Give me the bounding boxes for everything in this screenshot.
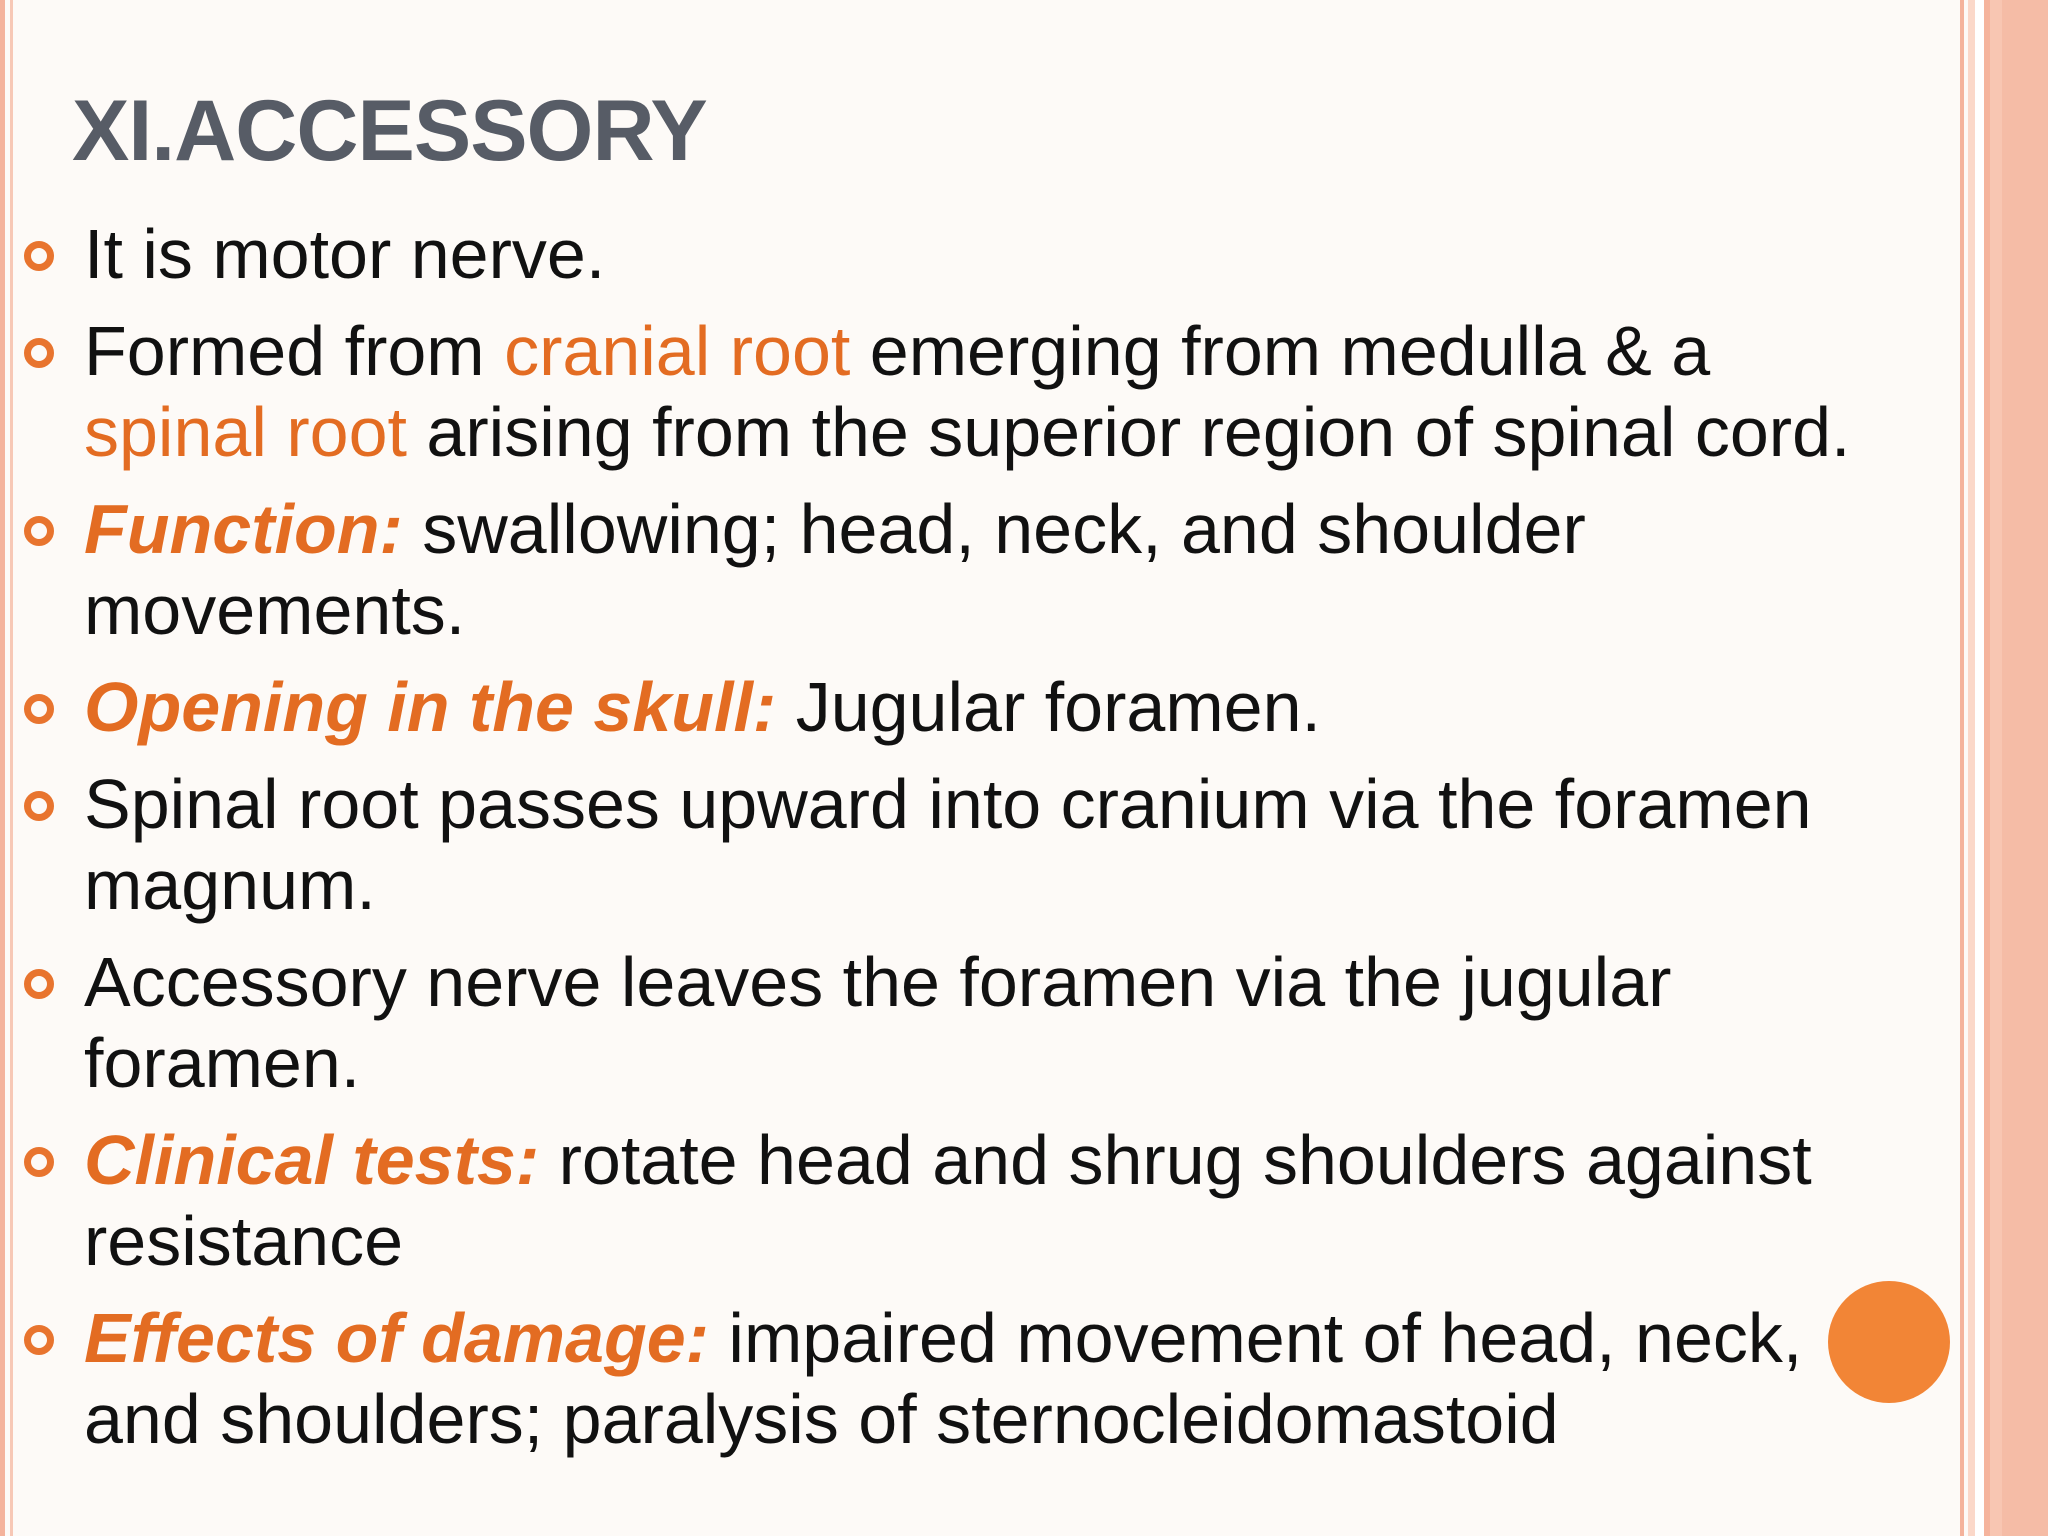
highlight-spinal-root: spinal root — [84, 393, 407, 471]
bullet-text: Jugular foramen. — [776, 668, 1321, 746]
highlight-cranial-root: cranial root — [504, 312, 851, 390]
bullet-accessory-exit — [0, 942, 1980, 1104]
bullet-label-effects: Effects of damage: — [84, 1299, 709, 1377]
slide-title: XI.ACCESSORY — [72, 83, 707, 179]
hollow-circle-bullet-icon — [24, 516, 54, 546]
bullet-label-clinical-tests: Clinical tests: — [84, 1121, 540, 1199]
hollow-circle-bullet-icon — [24, 969, 54, 999]
right-border-stripe-6 — [2002, 0, 2048, 1536]
hollow-circle-bullet-icon — [24, 791, 54, 821]
bullet-text: movements. — [84, 571, 466, 649]
bullet-spinal-root-path — [0, 764, 1980, 926]
bullet-label-opening: Opening in the skull: — [84, 668, 777, 746]
bullet-effects-of-damage — [0, 1298, 1980, 1460]
bullet-opening-in-skull — [0, 667, 1980, 748]
bullet-text: swallowing; head, neck, and shoulder — [402, 490, 1586, 568]
bullet-text: arising from the superior region of spinal cord. — [406, 393, 1851, 471]
bullet-text: Spinal root passes upward into cranium via the foramen — [84, 765, 1812, 843]
bullet-motor-nerve — [0, 214, 1980, 295]
bullet-text: foramen. — [84, 1024, 361, 1102]
bullet-list — [0, 214, 1980, 1476]
bullet-text: resistance — [84, 1202, 404, 1280]
bullet-text: rotate head and shrug shoulders against — [539, 1121, 1812, 1199]
hollow-circle-bullet-icon — [24, 694, 54, 724]
bullet-text: and shoulders; paralysis of sternocleidomastoid — [84, 1380, 1559, 1458]
bullet-label-function: Function: — [84, 490, 403, 568]
bullet-text: Accessory nerve leaves the foramen via the jugular — [84, 943, 1672, 1021]
bullet-formed-from — [0, 311, 1980, 473]
bullet-text: emerging from medulla & a — [850, 312, 1711, 390]
hollow-circle-bullet-icon — [24, 1325, 54, 1355]
hollow-circle-bullet-icon — [24, 241, 54, 271]
orange-circle-nav-icon[interactable] — [1828, 1281, 1950, 1403]
hollow-circle-bullet-icon — [24, 338, 54, 368]
bullet-function — [0, 489, 1980, 651]
hollow-circle-bullet-icon — [24, 1147, 54, 1177]
bullet-text: magnum. — [84, 846, 376, 924]
bullet-clinical-tests — [0, 1120, 1980, 1282]
bullet-text: It is motor nerve. — [84, 215, 606, 293]
bullet-text: impaired movement of head, neck, — [708, 1299, 1803, 1377]
right-border-stripe-5 — [1990, 0, 2002, 1536]
bullet-text: Formed from — [84, 312, 505, 390]
